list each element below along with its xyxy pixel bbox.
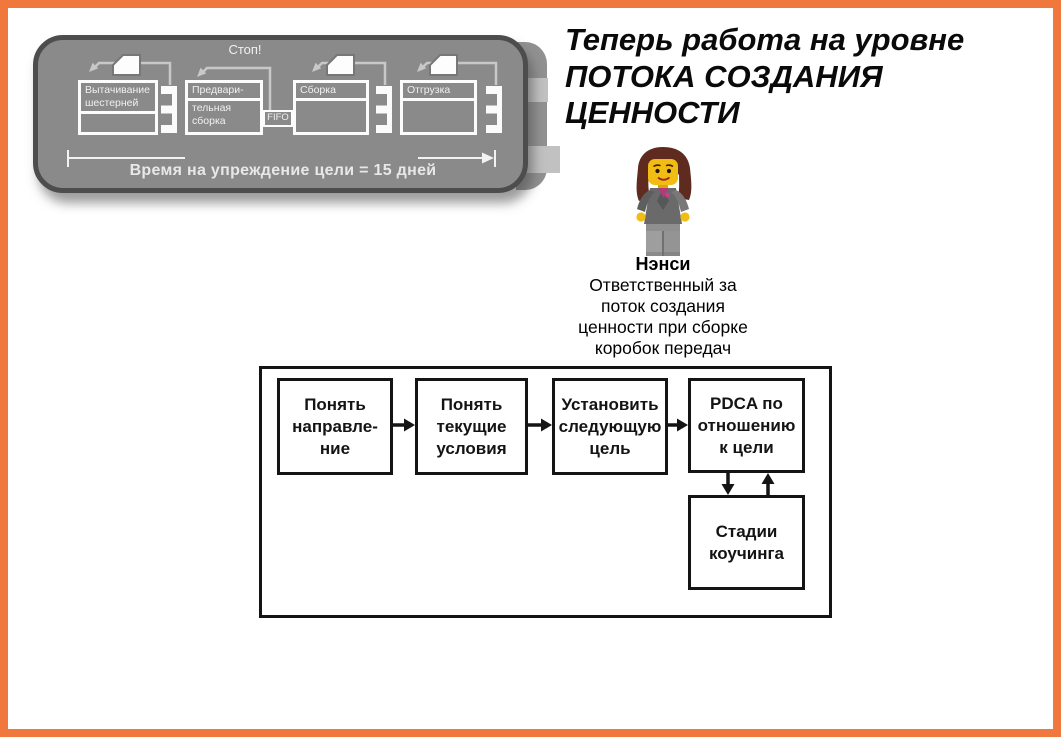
process-box-title [403, 83, 474, 101]
slide-title-line: Теперь работа на уровне [565, 22, 965, 57]
slide-title-line: ПОТОКА СОЗДАНИЯ [565, 58, 883, 94]
flow-box-line: текущие [436, 416, 507, 436]
inventory-rack-icon [161, 86, 177, 133]
nancy-caption [563, 254, 763, 359]
process-box-title-line: Сборка [300, 84, 336, 96]
flow-arrowhead-icon [404, 419, 415, 432]
inventory-rack-icon [486, 86, 502, 133]
flow-box-line: Стадии [715, 521, 778, 541]
flow-box-coaching-stages [688, 495, 805, 590]
kanban-card-icon [327, 55, 354, 75]
process-box-title-line: шестерней [85, 97, 139, 109]
flow-arrowhead-icon [541, 419, 552, 432]
flow-box-line: следующую [558, 416, 662, 436]
flow-arrowhead-icon [762, 473, 775, 484]
coaching-flowchart [259, 366, 832, 618]
process-box-title [81, 83, 155, 114]
flow-box-line: условия [436, 438, 507, 458]
nancy-caption-line: Ответственный за [589, 275, 737, 295]
timeline-arrowhead-icon [482, 153, 494, 164]
process-box-title-line: Вытачивание [85, 84, 150, 96]
flow-box-line: Установить [561, 394, 659, 414]
nancy-caption-line: поток создания [601, 296, 725, 316]
flow-box-line: Понять [304, 394, 366, 414]
flow-box-next-target [552, 378, 668, 475]
process-box-shipping [400, 80, 477, 135]
flow-box-line: ние [319, 438, 351, 458]
minifig-neck [658, 185, 668, 188]
fifo-lane-label: FIFO [263, 110, 293, 127]
minifig-face [648, 159, 678, 185]
inventory-rack-icon [376, 86, 392, 133]
kanban-card-icon [113, 55, 140, 75]
nancy-name: Нэнси [635, 254, 691, 274]
process-box-body [188, 101, 260, 132]
minifig-hips [646, 224, 680, 231]
flow-box-line: направле- [292, 416, 378, 436]
process-box-body-line: тельная [192, 102, 232, 114]
flow-arrowhead-icon [677, 419, 688, 432]
flow-box-line: Понять [440, 394, 503, 414]
stop-label: Стоп! [228, 42, 262, 57]
process-box-body-line: сборка [192, 115, 226, 127]
minifig-hand [636, 212, 645, 221]
nancy-minifigure-photo [622, 146, 704, 258]
timeline-label: Время на упреждение цели = 15 дней [129, 162, 437, 179]
process-box-title-line: Отгрузка [407, 84, 451, 96]
slide-title [565, 22, 1053, 132]
flow-box-line: цель [589, 438, 631, 458]
nancy-caption-line: коробок передач [594, 338, 732, 358]
minifig-leg-gap [662, 231, 664, 256]
value-stream-map-panel [33, 35, 528, 193]
process-box-title-line: Предвари- [192, 84, 244, 96]
process-box-body [81, 114, 155, 132]
process-box-title [188, 83, 260, 101]
nancy-caption-line: ценности при сборке [578, 317, 748, 337]
slide-title-line: ЦЕННОСТИ [565, 95, 740, 130]
flow-arrowhead-icon [722, 484, 735, 495]
process-box-assembly [293, 80, 369, 135]
minifig-brooch [665, 193, 670, 198]
kanban-card-icon [430, 55, 457, 75]
minifig-hand [680, 212, 689, 221]
flow-box-current-conditions [415, 378, 528, 475]
flow-box-line: коучинга [708, 543, 785, 563]
process-box-title [296, 83, 366, 101]
process-box-body [403, 101, 474, 132]
flow-box-line: отношению [697, 415, 796, 435]
flow-box-pdca-toward-target [688, 378, 805, 473]
process-box-pre-assembly [185, 80, 263, 135]
flow-box-line: PDCA по [710, 393, 783, 413]
flow-box-understand-direction [277, 378, 393, 475]
process-box-gear-machining [78, 80, 158, 135]
flow-box-line: к цели [719, 437, 774, 457]
process-box-body [296, 101, 366, 132]
